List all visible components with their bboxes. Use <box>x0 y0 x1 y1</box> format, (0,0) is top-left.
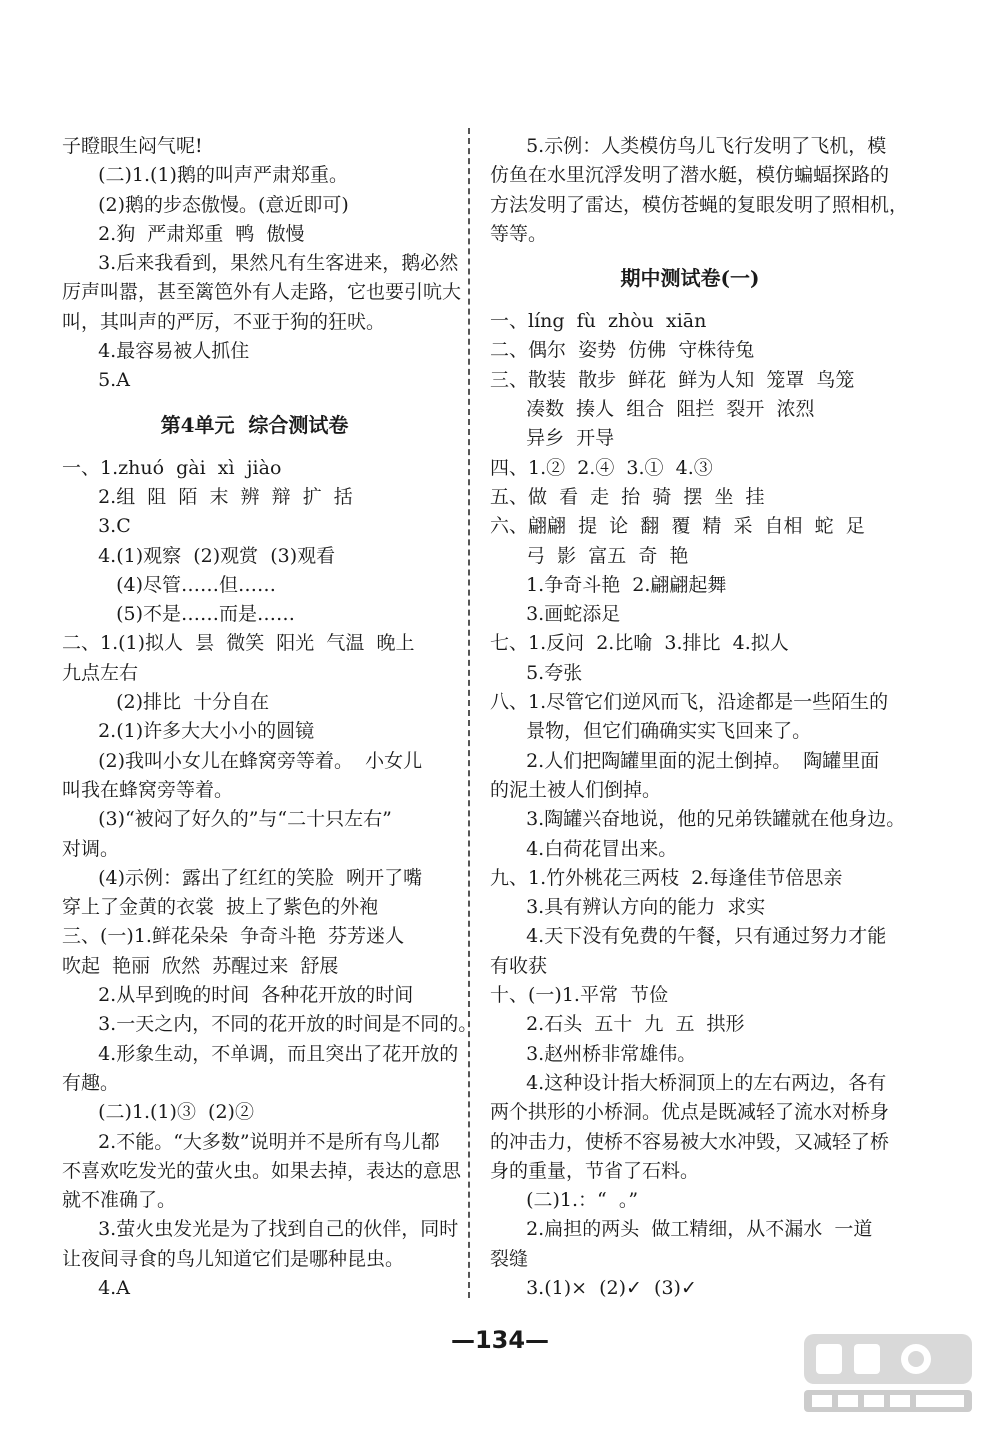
answer-line: (二)1.(1)③ (2)② <box>98 1101 254 1124</box>
answer-line: 九、1.竹外桃花三两枝 2.每逢佳节倍思亲 <box>490 866 843 889</box>
answer-line: 2.不能。“大多数”说明并不是所有鸟儿都 <box>98 1130 440 1153</box>
answer-line: 的冲击力，使桥不容易被大水冲毁，又减轻了桥 <box>490 1130 890 1153</box>
answer-line: 3.一天之内，不同的花开放的时间是不同的。 <box>98 1013 478 1036</box>
answer-line: 3.萤火虫发光是为了找到自己的伙伴，同时 <box>98 1218 459 1241</box>
answer-line: 4.这种设计指大桥洞顶上的左右两边，各有 <box>526 1071 887 1094</box>
section-heading: 期中测试卷(一) <box>620 266 760 291</box>
answer-line: 3.后来我看到，果然凡有生客进来，鹅必然 <box>98 252 459 275</box>
answer-line: 4.最容易被人抓住 <box>98 340 250 363</box>
answer-line: 3.画蛇添足 <box>526 603 621 626</box>
answer-line: 3.C <box>98 515 131 538</box>
answer-line: 一、1.zhuó gài xì jiào <box>62 456 282 479</box>
answer-line: 的泥土被人们倒掉。 <box>490 778 662 801</box>
answer-line: 弓 影 富五 奇 艳 <box>526 544 689 567</box>
answer-line: (二)1.：“ 。” <box>526 1189 639 1212</box>
answer-line: 4.(1)观察 (2)观赏 (3)观看 <box>98 544 336 567</box>
answer-line: 三、散装 散步 鲜花 鲜为人知 笼罩 鸟笼 <box>490 368 855 391</box>
answer-line: 七、1.反问 2.比喻 3.排比 4.拟人 <box>490 632 789 655</box>
answer-line: (3)“被闷了好久的”与“二十只左右” <box>98 808 392 831</box>
answer-line: (4)示例：露出了红红的笑脸 咧开了嘴 <box>98 866 423 889</box>
answer-line: 2.(1)许多大大小小的圆镜 <box>98 720 315 743</box>
answer-line: 有收获 <box>490 954 548 977</box>
right-column <box>490 132 909 1303</box>
answer-line: 5.夸张 <box>526 661 583 684</box>
answer-line: 5.A <box>98 369 130 392</box>
answer-line: 2.扁担的两头 做工精细，从不漏水 一道 <box>526 1218 873 1241</box>
answer-line: 凑数 揍人 组合 阻拦 裂开 浓烈 <box>526 398 815 421</box>
answer-line: 身的重量，节省了石料。 <box>490 1159 700 1182</box>
page-number: —134— <box>450 1326 550 1354</box>
answer-line: 十、(一)1.平常 节俭 <box>490 984 669 1007</box>
answer-line: 4.天下没有免费的午餐，只有通过努力才能 <box>526 925 887 948</box>
answer-line: 子瞪眼生闷气呢! <box>62 135 203 157</box>
answer-line: 3.(1)× (2)✓ (3)✓ <box>526 1276 697 1299</box>
answer-line: (4)尽管……但…… <box>116 573 277 596</box>
answer-line: (二)1.(1)鹅的叫声严肃郑重。 <box>98 164 348 187</box>
answer-line: 三、(一)1.鲜花朵朵 争奇斗艳 芬芳迷人 <box>62 925 405 948</box>
answer-line: 就不准确了。 <box>62 1189 177 1212</box>
answer-line: 八、1.尽管它们逆风而飞，沿途都是一些陌生的 <box>490 691 889 714</box>
answer-line: 异乡 开导 <box>526 427 615 450</box>
answer-line: 2.狗 严肃郑重 鸭 傲慢 <box>98 222 305 245</box>
answer-line: 二、偶尔 姿势 仿佛 守株待兔 <box>490 339 755 362</box>
answer-line: 让夜间寻食的鸟儿知道它们是哪种昆虫。 <box>62 1247 405 1270</box>
answer-line: 3.陶罐兴奋地说，他的兄弟铁罐就在他身边。 <box>526 808 906 831</box>
answer-line: 等等。 <box>490 222 548 245</box>
answer-line: (2)排比 十分自在 <box>116 691 270 714</box>
answer-line: 2.组 阻 陌 末 辨 辩 扩 括 <box>98 485 353 508</box>
answer-line: 4.白荷花冒出来。 <box>526 837 678 860</box>
answer-line: 3.具有辨认方向的能力 求实 <box>526 896 766 919</box>
answer-line: 穿上了金黄的衣裳 披上了紫色的外袍 <box>62 896 379 919</box>
section-heading: 第4单元 综合测试卷 <box>160 412 349 437</box>
answer-line: 5.示例：人类模仿鸟儿飞行发明了飞机，模 <box>526 135 887 157</box>
answer-line: 厉声叫嚣，甚至篱笆外有人走路，它也要引吭大 <box>62 281 462 304</box>
answer-line: 五、做 看 走 抬 骑 摆 坐 挂 <box>490 485 765 508</box>
answer-line: 九点左右 <box>62 661 139 684</box>
answer-line: 两个拱形的小桥洞。优点是既减轻了流水对桥身 <box>490 1101 890 1124</box>
answer-line: 二、1.(1)拟人 昙 微笑 阳光 气温 晚上 <box>62 632 415 655</box>
answer-line: 景物，但它们确确实实飞回来了。 <box>526 720 812 743</box>
answer-line: 3.赵州桥非常雄伟。 <box>526 1042 697 1065</box>
answer-line: 有趣。 <box>62 1071 120 1094</box>
answer-line: 不喜欢吃发光的萤火虫。如果去掉，表达的意思 <box>62 1159 462 1182</box>
answer-line: 2.从早到晚的时间 各种花开放的时间 <box>98 984 414 1007</box>
column-divider <box>468 128 470 1298</box>
answer-line: (2)我叫小女儿在蜂窝旁等着。 小女儿 <box>98 749 423 772</box>
answer-line: 四、1.② 2.④ 3.① 4.③ <box>490 456 713 479</box>
answer-line: 方法发明了雷达，模仿苍蝇的复眼发明了照相机， <box>490 193 909 216</box>
answer-line: 2.人们把陶罐里面的泥土倒掉。 陶罐里面 <box>526 749 880 772</box>
answer-line: 4.形象生动，不单调，而且突出了花开放的 <box>98 1042 459 1065</box>
left-column <box>62 132 478 1303</box>
answer-line: 六、翩翩 提 论 翻 覆 精 采 自相 蛇 足 <box>490 515 865 538</box>
answer-line: (5)不是……而是…… <box>116 603 296 626</box>
answer-line: 1.争奇斗艳 2.翩翩起舞 <box>526 573 727 596</box>
answer-line: 吹起 艳丽 欣然 苏醒过来 舒展 <box>62 954 339 977</box>
answer-line: 叫我在蜂窝旁等着。 <box>62 778 234 801</box>
answer-line: 对调。 <box>62 837 120 860</box>
answer-line: 一、líng fù zhòu xiān <box>490 310 707 333</box>
answer-line: (2)鹅的步态傲慢。(意近即可) <box>98 193 349 216</box>
answer-line: 仿鱼在水里沉浮发明了潜水艇，模仿蝙蝠探路的 <box>490 164 890 187</box>
answer-line: 裂缝 <box>490 1247 529 1270</box>
watermark-logo <box>798 1328 978 1418</box>
answer-line: 2.石头 五十 九 五 拱形 <box>526 1013 745 1036</box>
answer-line: 叫，其叫声的严厉，不亚于狗的狂吠。 <box>62 310 386 333</box>
answer-line: 4.A <box>98 1276 130 1299</box>
